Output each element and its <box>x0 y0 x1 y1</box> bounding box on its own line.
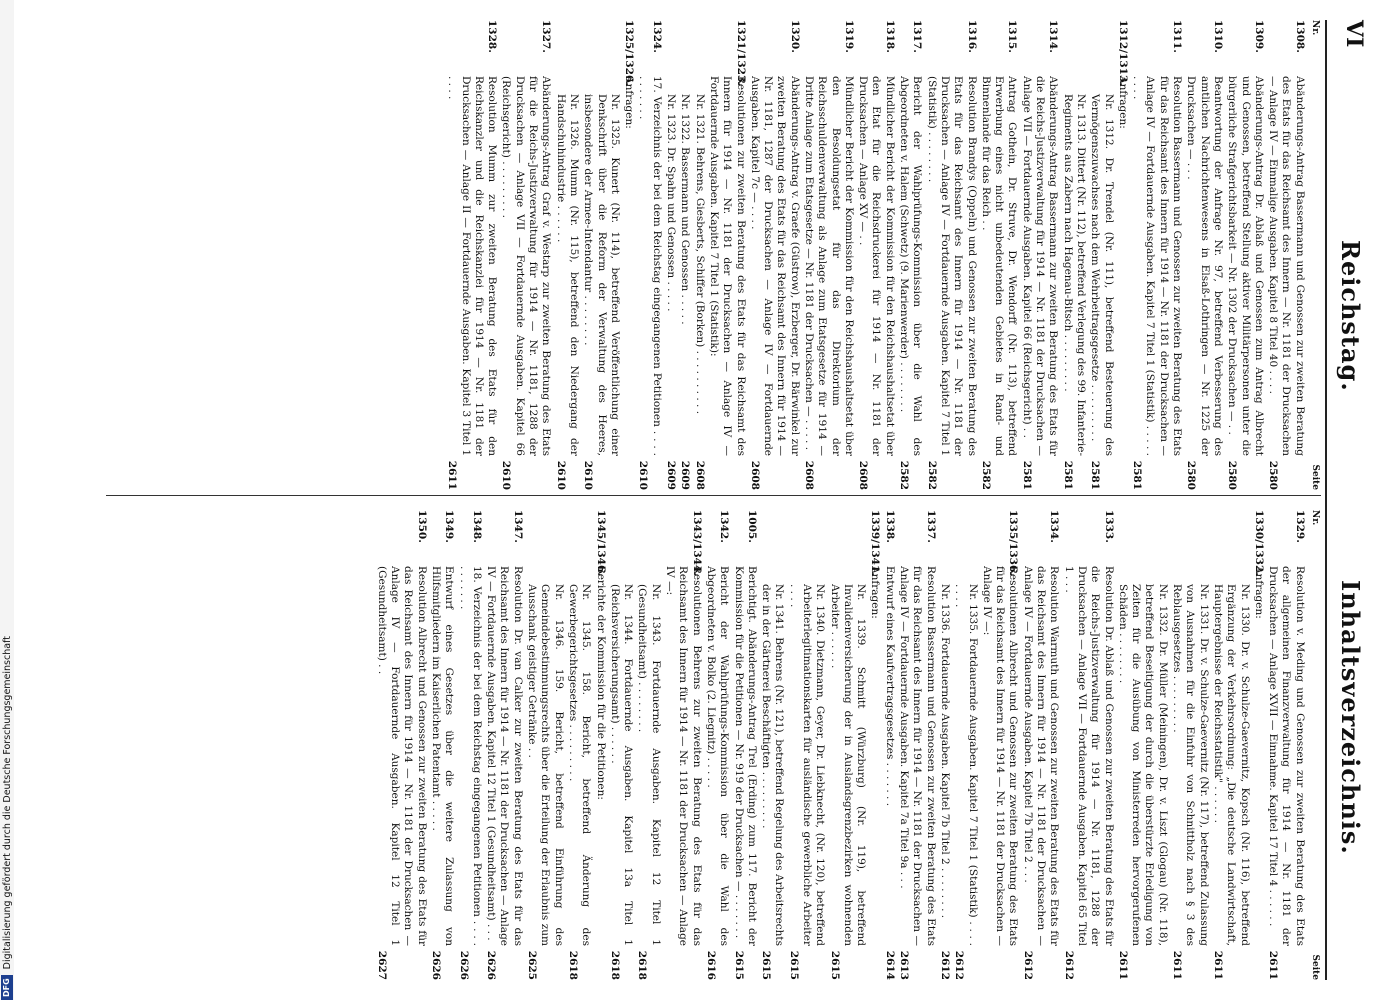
toc-entry-text: Entwurf eines Gesetzes über die weitere Zulassung von Hilfsmitgliedern im Kaiserlichen Patentamt . . . . . <box>430 566 456 946</box>
toc-entry-page: 2611 <box>1211 950 1224 980</box>
toc-entry-number <box>759 510 786 566</box>
toc-entry-page: 2611 <box>1171 950 1184 980</box>
toc-entry-number: 1342. <box>718 510 731 543</box>
toc-entry <box>663 510 703 980</box>
toc-entry <box>581 20 621 490</box>
toc-entry <box>566 510 593 980</box>
toc-entry <box>1116 510 1169 980</box>
toc-entry <box>802 20 855 490</box>
toc-entry-page: 2610 <box>637 460 650 490</box>
toc-entry <box>924 20 977 490</box>
toc-entry-number: 1310. <box>1211 20 1224 53</box>
toc-entry-text: Nr. 1336. Fortdauernde Ausgaben. Kapitel 7b Titel 2 . . . . . . . . <box>938 584 951 919</box>
toc-entry-text: Abänderungs-Antrag v. Graefe (Güstrow), Erzberger, Dr. Bärwinkel zur zweiten Beratung des Etats für das Reichsamt des Innern für 1914 — Nr. 1181, 1287 der Drucksachen — Anlage IV — Fortdauernde Ausgaben. Kapitel 7c — . . . . <box>748 76 801 456</box>
toc-entry-page: 2608 <box>803 460 816 490</box>
toc-entry-page: 2580 <box>1185 460 1198 490</box>
running-head-left: Reichstag. <box>1336 240 1365 392</box>
toc-entry-page: 2611 <box>1116 950 1129 980</box>
toc-entry-page: 2618 <box>566 950 579 980</box>
toc-entry <box>1184 20 1224 490</box>
toc-entry-text: Bericht der Wahlprüfungs-Kommission über die Wahl des Abgeordneten v. Bolko (2. Liegnitz) . . . . . <box>704 566 731 946</box>
toc-entry-page: 2610 <box>554 460 567 490</box>
toc-entry-number: 1311. <box>1171 20 1184 53</box>
toc-entry-number: 1338. <box>883 510 896 543</box>
toc-entry-page: 2618 <box>608 950 621 980</box>
toc-entry-number <box>635 510 662 566</box>
toc-entry-number: 1314. <box>1047 20 1060 53</box>
toc-entry-number: 1317. <box>911 20 924 53</box>
toc-entry <box>635 510 662 980</box>
toc-entry-number <box>664 20 677 76</box>
toc-entry-number <box>608 510 635 566</box>
toc-entry-page: 2626 <box>430 950 442 980</box>
toc-entry <box>678 20 691 490</box>
toc-entry-page: 2582 <box>979 460 992 490</box>
page-number-roman: VI <box>1341 20 1367 48</box>
toc-entry-page: 2582 <box>898 460 911 490</box>
toc-entry-text: Resolution v. Meding und Genossen zur zweiten Beratung des Etats der allgemeinen Finanzverwaltung für 1914 — Nr. 1181 der Drucksachen — Anlage XVII — Einnahme. Kapitel 17 Titel 4 . . . . . . <box>1267 566 1306 946</box>
toc-entry-number: 1337. <box>924 510 937 543</box>
toc-entry-number: 1330/1332. <box>1252 510 1265 576</box>
toc-entry <box>952 510 979 980</box>
toc-entry <box>759 510 786 980</box>
toc-entry-number: 1347. <box>511 510 524 543</box>
toc-entry-number: 1335/1336. <box>1007 510 1020 576</box>
toc-entry-number <box>581 20 621 76</box>
toc-entry <box>608 510 635 980</box>
toc-entry <box>1211 510 1251 980</box>
toc-entry <box>429 510 456 980</box>
toc-entry-number: 1345/1346. <box>594 510 607 576</box>
toc-entry-number <box>566 510 593 566</box>
toc-entry <box>484 510 524 980</box>
toc-entry-number: 1005. <box>745 510 758 543</box>
toc-entry-text: Anfragen: <box>1252 566 1265 619</box>
page-header <box>1323 20 1373 980</box>
toc-entry-page: 2614 <box>883 950 896 980</box>
toc-entry-number: 1329. <box>1293 510 1306 543</box>
toc-entry-page: 2609 <box>679 460 692 490</box>
toc-entry-number <box>1060 20 1087 76</box>
toc-entry <box>980 510 1020 980</box>
toc-entry-text: Nr. 1323. Dr. Spahn und Genossen . . . . . <box>665 94 678 312</box>
toc-entry-page: 2615 <box>787 950 800 980</box>
toc-entry-number <box>692 20 705 76</box>
toc-entry-number <box>786 510 826 566</box>
page-title: Inhaltsverzeichnis. <box>1336 580 1365 855</box>
toc-entry-number: 1350. <box>415 510 428 543</box>
toc-entry-text: Nr. 1335. Fortdauernde Ausgaben. Kapitel 7 Titel 1 (Statistik) . . . . . . . . <box>953 584 979 946</box>
toc-entry <box>1116 20 1129 490</box>
toc-entry-text: Bericht der Wahlprüfungs-Kommission über die Wahl des Abgeordneten v. Halem (Schwetz) (9. Marienwerder) . . . . . . . . <box>898 76 924 456</box>
toc-entry-number <box>952 510 979 566</box>
seite-label: Seite <box>1310 954 1320 980</box>
toc-entry-number <box>678 20 691 76</box>
toc-entry-number <box>525 510 565 566</box>
toc-entry-page: 2581 <box>1131 460 1144 490</box>
toc-entry-text: Berichte der Kommission für die Petitionen: <box>594 566 607 800</box>
toc-entry-page: 2582 <box>925 460 938 490</box>
toc-entry-number <box>1170 510 1210 566</box>
column-divider <box>106 495 1321 496</box>
toc-entry-page: 2611 <box>1267 950 1280 980</box>
right-entry-list <box>375 510 1306 980</box>
toc-entry-text: Anfragen: <box>623 76 636 129</box>
toc-entry <box>938 510 951 980</box>
toc-entry <box>897 510 937 980</box>
toc-entry <box>897 20 924 490</box>
toc-entry-text: Nr. 1322. Bassermann und Genossen . . . . . <box>679 94 692 325</box>
toc-entry-page: 2626 <box>485 950 498 980</box>
toc-entry-text: Resolution Bassermann und Genossen zur zweiten Beratung des Etats für das Reichsamt des Innern für 1914 — Nr. 1181 der Drucksachen — Anlage IV — Fortdauernde Ausgaben. Kapitel 7a Titel 9a . . . <box>898 566 937 946</box>
toc-entry-page: 2612 <box>953 950 966 980</box>
toc-entry-text: Nr. 1341. Behrens (Nr. 121), betreffend Regelung des Arbeitsrechts der in der Gärtnerei Beschäftigten . . . . . . . . . <box>760 584 786 946</box>
toc-entry <box>1266 20 1306 490</box>
toc-entry-text: Abänderungs-Antrag Dr. Ablaß und Genossen zum Antrag Albrecht und Genossen, betreffend Stellung aktiver Militärpersonen unter die bürgerliche Strafgerichtsbarkeit — Nr. 1302 der Drucksachen — . . <box>1226 76 1265 456</box>
toc-entry-page: 2581 <box>1020 460 1033 490</box>
toc-entry-page: 2627 <box>375 950 388 980</box>
toc-entry-page: 2613 <box>898 950 911 980</box>
toc-entry-text: Resolution Albrecht und Genossen zur zweiten Beratung des Etats für das Reichsamt des Innern für 1914 — Nr. 1181 der Drucksachen — Anlage IV — Fortdauernde Ausgaben. Kapitel 12 Titel 1 (Gesundheitsamt) . . <box>375 566 428 946</box>
toc-entry <box>979 20 1019 490</box>
toc-entry-number <box>1211 510 1251 566</box>
rotated-page <box>93 0 1383 1000</box>
toc-entry <box>883 510 896 980</box>
toc-entry-text: Anfragen: <box>1116 76 1129 129</box>
toc-entry <box>748 20 801 490</box>
toc-entry-page: 2615 <box>732 950 745 980</box>
toc-entry-text: Resolution Dr. van Calker zur zweiten Beratung des Etats für das Reichsamt des Innern für 1914 — Nr. 1181 der Drucksachen — Anlage IV — Fortdauernde Ausgaben. Kapitel 12 Titel 1 (Gesundheitsamt) . . . <box>485 566 524 946</box>
toc-entry <box>1170 510 1210 980</box>
toc-entry-number <box>938 510 951 566</box>
toc-entry <box>868 510 881 980</box>
toc-entry-text: Nr. 1331. Dr. v. Schulze-Gaevernitz (Nr. 117), betreffend Zulassung von Ausnahmen für die Einfuhr von Schnittholz nach § 3 des Reblausgesetzes . . . . . . . . . <box>1171 584 1210 946</box>
toc-entry-number: 1315. <box>1006 20 1019 53</box>
toc-entry <box>375 510 428 980</box>
toc-entry <box>553 20 580 490</box>
toc-entry-text: 17. Verzeichnis der bei dem Reichstag eingegangenen Petitionen . . . . . . . . . . . <box>637 76 663 456</box>
toc-entry-text: Nr. 1313. Dittert (Nr. 112), betreffend Verlegung des 99. Infanterie-Regiments aus Zabern nach Hagenau-Bitsch . . . . . . . . . <box>1061 94 1087 456</box>
toc-entry-page: 2608 <box>693 460 706 490</box>
toc-entry-number: 1320. <box>788 20 801 53</box>
dfg-logo: DFG <box>1 975 13 1000</box>
toc-entry-page: 2612 <box>1062 950 1075 980</box>
left-entry-list <box>445 20 1306 490</box>
toc-entry <box>1019 20 1059 490</box>
toc-entry-page: 2612 <box>938 950 951 980</box>
right-column-head <box>1308 510 1321 980</box>
toc-entry <box>636 20 663 490</box>
toc-entry-text: Nr. 1321. Behrens, Giesberts, Schiffer (Borken) . . . . . . . . . . <box>693 94 706 415</box>
toc-entry-number <box>553 20 580 76</box>
toc-entry-number: 1348. <box>470 510 483 543</box>
toc-entry-page: 2608 <box>857 460 870 490</box>
toc-entry-text: Mündlicher Bericht der Kommission für den Reichshaushaltsetat über den Besoldungsetat für das Direktorium der Reichsschuldenverwaltung als Anlage zum Etatsgesetze für 1914 — Dritte Anlage zum Etatsgesetze — Nr. 1181 der Drucksachen — . . . . . <box>803 76 855 456</box>
toc-entry-text: Nr. 1312. Dr. Trendel (Nr. 111), betreffend Besteuerung des Vermögenszuwachses nach dem Wehrbeitragsgesetze . . . . . . . . . <box>1089 94 1115 456</box>
toc-entry-text: Nr. 1346. 159. Bericht, betreffend Einführung des Gemeindebestimmungsrechts über die Erteilung der Erlaubnis zum Ausschank geistiger Getränke . . <box>526 584 565 946</box>
toc-entry-text: Resolution Warmuth und Genossen zur zweiten Beratung des Etats für das Reichsamt des Innern für 1914 — Nr. 1181 der Drucksachen — Anlage IV — Fortdauernde Ausgaben. Kapitel 7b Titel 2 . . . <box>1021 566 1061 946</box>
left-column <box>106 20 1321 490</box>
nr-label: Nr. <box>1310 510 1320 526</box>
toc-entry <box>827 510 867 980</box>
toc-entry-text: Entwurf eines Kaufvertragsgesetzes . . . . . . . <box>883 566 896 807</box>
toc-entry-page: 2611 <box>446 460 459 490</box>
toc-entry-text: Abänderungs-Antrag Graf v. Westarp zur zweiten Beratung des Etats für die Reichs-Justizverwaltung für 1914 — Nr. 1181, 1288 der Drucksachen — Anlage VII — Fortdauernde Ausgaben. Kapitel 66 (Reichsgericht) . . . . . . . . . <box>500 76 553 456</box>
toc-entry <box>786 510 826 980</box>
toc-entry <box>1020 510 1060 980</box>
toc-entry-page: 2618 <box>636 950 649 980</box>
toc-entry <box>731 510 758 980</box>
toc-entry-page: 2610 <box>582 460 595 490</box>
toc-entry-page: 2610 <box>500 460 513 490</box>
toc-entry-page: 2616 <box>704 950 717 980</box>
toc-entry-page: 2615 <box>828 950 841 980</box>
toc-entry <box>445 20 498 490</box>
toc-entry-number: 1324. <box>650 20 663 53</box>
toc-entry-text: Nr. 1330. Dr. v. Schulze-Gaevernitz, Kopsch (Nr. 116), betreffend Ergänzung der Verkehrsordnung: „Die deutsche Landwirtschaft, Hauptergebnisse der Reichsstatistik" . . . . . . <box>1211 584 1251 946</box>
toc-entry-page: 2580 <box>1226 460 1239 490</box>
toc-entry-text: Resolutionen Behrens zur zweiten Beratung des Etats für das Reichsamt des Innern für 1914 — Nr. 1181 der Drucksachen — Anlage IV —: <box>664 566 703 946</box>
toc-entry <box>1225 20 1265 490</box>
toc-entry-number: 1327. <box>540 20 553 53</box>
toc-entry-text: Anfragen: <box>869 566 882 619</box>
toc-entry-number: 1308. <box>1293 20 1306 53</box>
toc-entry-number <box>827 510 867 566</box>
toc-entry <box>692 20 705 490</box>
toc-entry-number: 1334. <box>1048 510 1061 543</box>
toc-entry-text: Resolution Bassermann und Genossen zur zweiten Beratung des Etats für das Reichsamt des Innern für 1914 — Nr. 1181 der Drucksachen — Anlage IV — Fortdauernde Ausgaben. Kapitel 7 Titel 1 (Statistik) . . . . . . . . . <box>1131 76 1184 456</box>
toc-entry <box>664 20 677 490</box>
toc-entry <box>1130 20 1183 490</box>
toc-entry <box>1266 510 1306 980</box>
toc-entry <box>456 510 483 980</box>
toc-entry <box>499 20 552 490</box>
toc-entry <box>622 20 635 490</box>
toc-entry-text: Abänderungs-Antrag Bassermann zur zweiten Beratung des Etats für die Reichs-Justizverwaltung für 1914 — Nr. 1181 der Drucksachen — Anlage VII — Fortdauernde Ausgaben. Kapitel 66 (Reichsgericht) . . <box>1020 76 1060 456</box>
toc-entry-text: Resolution Dr. Ablaß und Genossen zur zweiten Beratung des Etats für die Reichs-Justizverwaltung für 1914 — Nr. 1181, 1288 der Drucksachen — Anlage VII — Fortdauernde Ausgaben. Kapitel 65 Titel 1 . . . <box>1062 566 1115 946</box>
toc-entry-number: 1316. <box>965 20 978 53</box>
toc-entry <box>1252 510 1265 980</box>
toc-entry-text: Beantwortung der Anfrage Nr. 97, betreffend Verbesserung des amtlichen Nachrichtenwesens in Elsaß-Lothringen — Nr. 1225 der Drucksachen — . . . <box>1185 76 1224 456</box>
toc-entry-page: 2581 <box>1089 460 1102 490</box>
toc-entry-text: Mündlicher Bericht der Kommission für den Reichshaushaltsetat über den Etat für die Reichsdruckerei für 1914 — Nr. 1181 der Drucksachen — Anlage XV — . . <box>857 76 896 456</box>
toc-entry-text: Nr. 1343. Fortdauernde Ausgaben. Kapitel 12 Titel 1 (Gesundheitsamt) . . . . . . . . <box>636 584 662 946</box>
toc-entry-text: Antrag Gothein, Dr. Struve, Dr. Wendorff (Nr. 113), betreffend Erwerbung eines nicht unbedeutenden Gebietes in Rand- und Binnenlande für das Reich . . <box>979 76 1019 456</box>
toc-entry-number: 1318. <box>883 20 896 53</box>
toc-entry-number <box>1116 510 1169 566</box>
toc-entry <box>1060 20 1087 490</box>
digitization-credit-text: Digitalisierung gefördert durch die Deutsche Forschungsgemeinschaft <box>1 636 13 970</box>
toc-entry-text: Resolution Mumm zur zweiten Beratung des Etats für den Reichskanzler und die Reichskanzlei für 1914 — Nr. 1181 der Drucksachen — Anlage II — Fortdauernde Ausgaben. Kapitel 3 Titel 1 . . . . <box>446 76 499 456</box>
toc-entry-text: Berichtigt. Abänderungs-Antrag Trel (Erding) zum 117. Bericht der Kommission für die Petitionen — Nr. 919 der Drucksachen — . . . . . . . <box>732 566 758 946</box>
toc-entry <box>856 20 896 490</box>
toc-entry-page: 2625 <box>526 950 539 980</box>
toc-entry-number: 1321/1323. <box>734 20 747 86</box>
toc-entry-text: Nr. 1332. Dr. Müller (Meiningen), Dr. v. Liszt (Glogau) (Nr. 118), betreffend Beseitigung der durch die überstürzte Erledigung von Zeiten für die Ausübung von Ministerreden hervorgerufenen Schäden . . . . . . . . <box>1116 584 1169 946</box>
toc-entry-number: 1349. <box>443 510 456 543</box>
toc-entry <box>707 20 747 490</box>
toc-entry-page: 2626 <box>457 950 470 980</box>
toc-entry-number: 1325/1326. <box>623 20 636 86</box>
toc-entry-number: 1333. <box>1102 510 1115 543</box>
digitization-credit <box>0 0 14 1000</box>
toc-entry-page: 2615 <box>760 950 773 980</box>
toc-entry-number: 1312/1313. <box>1116 20 1129 86</box>
toc-entry-text: Resolutionen Albrecht und Genossen zur zweiten Beratung des Etats für das Reichsamt des Innern für 1914 — Nr. 1181 der Drucksachen — Anlage IV —: <box>980 566 1020 946</box>
toc-entry-number: 1328. <box>486 20 499 53</box>
toc-entry-page: 2581 <box>1061 460 1074 490</box>
toc-entry-text: Abänderungs-Antrag Bassermann und Genossen zur zweiten Beratung des Etats für das Reichsamt des Innern — Nr. 1181 der Drucksachen — Anlage IV — Einmalige Ausgaben. Kapitel 8 Titel 40 . . . . <box>1267 76 1306 456</box>
toc-entry-text: 18. Verzeichnis der bei dem Reichstag eingegangenen Petitionen . . . . . . . . . . . <box>457 566 483 946</box>
toc-entry-text: Nr. 1345. 158. Bericht, betreffend Änderung des Gewerbegerichtsgesetzes . . . . . . . . . <box>566 584 593 946</box>
toc-entry <box>525 510 565 980</box>
toc-entry <box>1088 20 1115 490</box>
toc-entry-number: 1319. <box>842 20 855 53</box>
toc-entry-page: 2580 <box>1267 460 1280 490</box>
toc-entry <box>593 510 606 980</box>
toc-entry-number: 1339/1341. <box>869 510 882 576</box>
toc-entry-text: Resolutionen zur zweiten Beratung des Etats für das Reichsamt des Innern für 1914 — Nr. 1181 der Drucksachen — Anlage IV — Fortdauernde Ausgaben. Kapitel 7 Titel 1 (Statistik): <box>707 76 747 456</box>
toc-entry-text: Nr. 1325. Kunert (Nr. 114), betreffend Veröffentlichung einer Denkschrift über die Reform der Verwaltung des Heeres, insbesondere der Armee-Intendantur . . . . . . . . <box>582 94 621 456</box>
toc-entry <box>704 510 731 980</box>
nr-label: Nr. <box>1310 20 1320 36</box>
left-column-head <box>1308 20 1321 490</box>
header-rule <box>1325 20 1327 980</box>
toc-entry-text: Nr. 1339. Schmitt (Würzburg) (Nr. 119), betreffend Invalidenversicherung der in Auslandsgrenzbezirken wohnenden Arbeiter . . . . . . <box>828 584 868 946</box>
toc-entry-page: 2612 <box>1021 950 1034 980</box>
toc-entry-number: 1309. <box>1252 20 1265 53</box>
right-column <box>106 510 1321 980</box>
toc-entry-page: 2608 <box>748 460 761 490</box>
toc-entry-text: Resolution Brandys (Oppeln) und Genossen zur zweiten Beratung des Etats für das Reichsamt des Innern für 1914 — Nr. 1181 der Drucksachen — Anlage IV — Fortdauernde Ausgaben. Kapitel 7 Titel 1 (Statistik) . . . . . . . . <box>925 76 978 456</box>
toc-entry-text: Nr. 1326. Mumm (Nr. 115), betreffend den Niedergang der Handschuhindustrie . . . . . . <box>554 94 580 456</box>
toc-entry-page: 2609 <box>665 460 678 490</box>
toc-entry-number <box>1088 20 1115 76</box>
seite-label: Seite <box>1310 464 1320 490</box>
toc-entry-number: 1343/1344. <box>690 510 703 576</box>
toc-entry-text: Nr. 1344. Fortdauernde Ausgaben. Kapitel 13a Titel 1 (Reichsversicherungsamt) . . . . . . <box>608 584 635 946</box>
toc-entry-text: Nr. 1340. Dietzmann, Geyer, Dr. Liebknecht, (Nr. 120), betreffend Arbeiterlegitimationskarten für ausländische gewerbliche Arbeiter . . . . <box>787 584 827 946</box>
toc-entry <box>1061 510 1114 980</box>
